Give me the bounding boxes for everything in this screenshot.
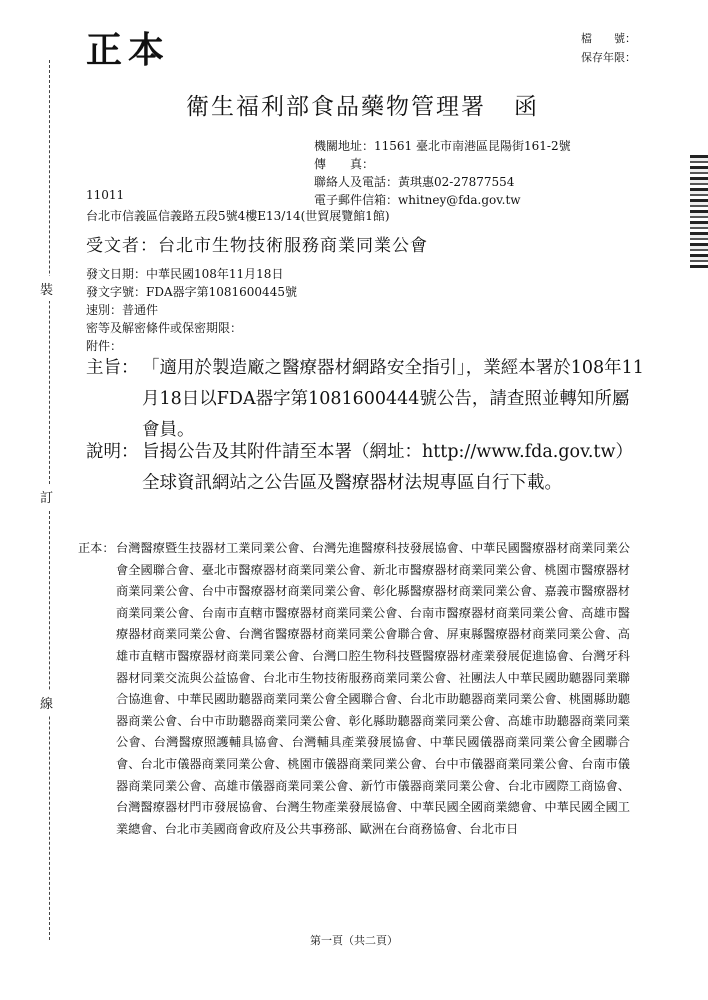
explanation-section bbox=[86, 437, 646, 499]
copies-section bbox=[78, 538, 630, 840]
binding-label-staple: 訂 bbox=[40, 484, 53, 509]
file-number-label: 檔 號： bbox=[581, 32, 636, 45]
document-type: 函 bbox=[514, 94, 539, 120]
document-title bbox=[186, 88, 539, 121]
subject-section bbox=[86, 353, 646, 446]
agency-address: 機關地址：11561 臺北市南港區昆陽街161-2號 bbox=[314, 139, 571, 153]
binding-label-line: 線 bbox=[40, 690, 53, 715]
issue-date: 發文日期：中華民國108年11月18日 bbox=[86, 267, 284, 281]
agency-name: 衛生福利部食品藥物管理署 bbox=[186, 94, 486, 120]
delivery-speed: 速別：普通件 bbox=[86, 303, 159, 317]
copies-label: 正本： bbox=[78, 541, 115, 555]
binding-label-bind: 裝 bbox=[40, 276, 53, 301]
postal-code: 11011 bbox=[86, 188, 125, 202]
explanation-label: 說明： bbox=[86, 442, 139, 462]
original-copy-stamp: 正本 bbox=[86, 29, 171, 71]
confidentiality-line: 密等及解密條件或保密期限： bbox=[86, 321, 243, 335]
fax-line: 傳 真： bbox=[314, 157, 375, 171]
copies-text: 台灣醫療暨生技器材工業同業公會、台灣先進醫療科技發展協會、中華民國醫療器材商業同業公會全國聯合會、臺北市醫療器材商業同業公會、新北市醫療器材商業同業公會、桃園市醫療器材商業同業公會、台中市醫療器材商業同業公會、彰化縣醫療器材商業同業公會、嘉義市醫療器材商業同業公會、台南市直轄市醫療器材商業同業公會、台南市醫療器材商業同業公會、高雄市醫療器材商業同業公會、台灣省醫療器材商業同業公會聯合會、屏東縣醫療器材商業同業公會、高雄市直轄市醫療器材商業同業公會、台灣口腔生物科技暨醫療器材產業發展促進協會、台灣牙科器材同業交流與公益協會、台北市生物技術服務商業同業公會、社團法人中華民國助聽器同業聯合協進會、中華民國助聽器商業同業公會全國聯合會、台北市助聽器商業同業公會、桃園縣助聽器商業公會、台中市助聽器商業同業公會、彰化縣助聽器商業同業公會、高雄市助聽器商業同業公會、台灣醫療照護輔具協會、台灣輔具產業發展協會、中華民國儀器商業同業公會全國聯合會、台北市儀器商業同業公會、桃園市儀器商業同業公會、台中市儀器商業同業公會、台南市儀器商業同業公會、高雄市儀器商業同業公會、新竹市儀器商業同業公會、台北市國際工商協會、台灣醫療器材門市發展協會、台灣生物產業發展協會、中華民國全國商業總會、中華民國全國工業總會、台北市美國商會政府及公共事務部、歐洲在台商務協會、台北市日 bbox=[116, 541, 630, 836]
retention-period-label: 保存年限： bbox=[581, 51, 636, 64]
email-line: 電子郵件信箱：whitney@fda.gov.tw bbox=[314, 193, 521, 207]
scan-edge-strip bbox=[690, 152, 708, 268]
subject-label: 主旨： bbox=[86, 358, 139, 378]
recipient-address: 台北市信義區信義路五段5號4樓E13/14(世貿展覽館1館) bbox=[86, 209, 390, 223]
contact-person: 聯絡人及電話：黃琪惠02-27877554 bbox=[314, 175, 515, 189]
subject-text: 「適用於製造廠之醫療器材網路安全指引」，業經本署於108年11月18日以FDA器字第1081600444號公告，請查照並轉知所屬會員。 bbox=[142, 358, 644, 440]
issue-number: 發文字號：FDA器字第1081600445號 bbox=[86, 285, 297, 299]
attachment-line: 附件： bbox=[86, 339, 123, 353]
explanation-text: 旨揭公告及其附件請至本署（網址：http://www.fda.gov.tw）全球資訊網站之公告區及醫療器材法規專區自行下載。 bbox=[142, 442, 633, 493]
recipient: 受文者：台北市生物技術服務商業同業公會 bbox=[86, 236, 428, 256]
page-number: 第一頁（共二頁） bbox=[310, 934, 398, 947]
